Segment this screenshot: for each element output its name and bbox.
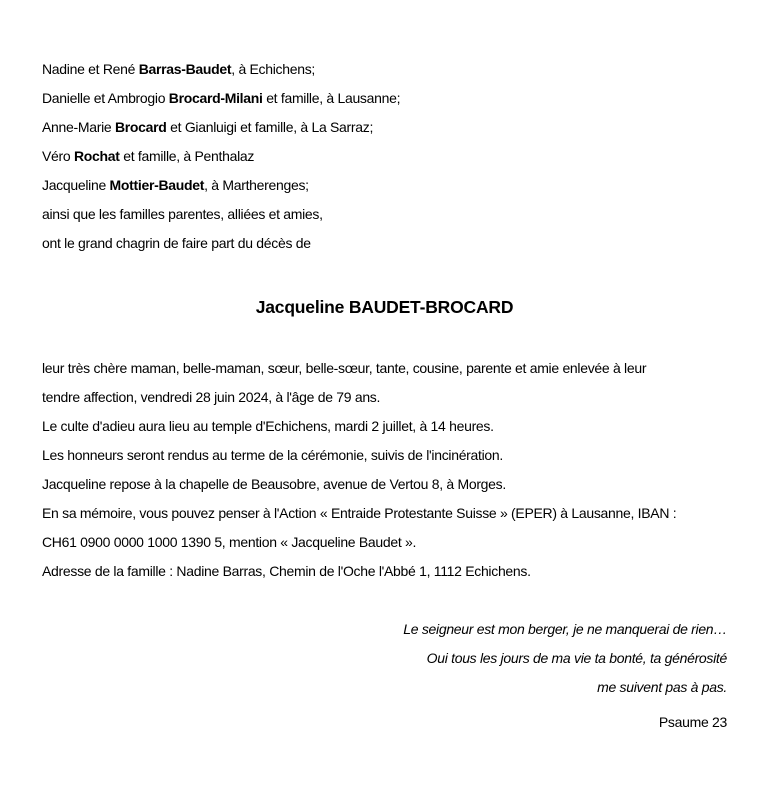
- family-surname-bold: Barras-Baudet: [138, 61, 232, 77]
- text-segment: ainsi que les familles parentes, alliées et amies,: [42, 206, 323, 222]
- text-segment: , à Martherenges;: [204, 177, 309, 193]
- body-line: tendre affection, vendredi 28 juin 2024, à l'âge de 79 ans.: [42, 389, 381, 405]
- family-line: [42, 113, 727, 142]
- family-surname-bold: Mottier-Baudet: [109, 177, 205, 193]
- family-line: [42, 171, 727, 200]
- family-line: [42, 84, 727, 113]
- family-line: [42, 229, 727, 258]
- text-segment: et famille, à Penthalaz: [119, 148, 255, 164]
- deceased-name-title: Jacqueline BAUDET-BROCARD: [255, 297, 514, 317]
- family-surname-bold: Brocard: [114, 119, 167, 135]
- body-line: Jacqueline repose à la chapelle de Beausobre, avenue de Vertou 8, à Morges.: [42, 476, 506, 492]
- family-line: [42, 142, 727, 171]
- text-segment: Danielle et Ambrogio: [42, 90, 169, 106]
- text-segment: ont le grand chagrin de faire part du décès de: [42, 235, 311, 251]
- family-surname-bold: Brocard-Milani: [168, 90, 263, 106]
- text-segment: Jacqueline: [42, 177, 110, 193]
- body-line: Adresse de la famille : Nadine Barras, Chemin de l'Oche l'Abbé 1, 1112 Echichens.: [42, 563, 531, 579]
- family-announcement-list: [42, 55, 727, 258]
- body-line: Les honneurs seront rendus au terme de la cérémonie, suivis de l'incinération.: [42, 447, 503, 463]
- body-line: leur très chère maman, belle-maman, sœur, belle-sœur, tante, cousine, parente et amie enlevée à leur: [42, 360, 647, 376]
- text-segment: et Gianluigi et famille, à La Sarraz;: [166, 119, 374, 135]
- body-line: Le culte d'adieu aura lieu au temple d'Echichens, mardi 2 juillet, à 14 heures.: [42, 418, 494, 434]
- scripture-quote: [42, 615, 727, 702]
- quote-line: Le seigneur est mon berger, je ne manquerai de rien…: [403, 621, 727, 637]
- text-segment: Nadine et René: [42, 61, 139, 77]
- text-segment: et famille, à Lausanne;: [262, 90, 401, 106]
- quote-line: me suivent pas à pas.: [597, 679, 727, 695]
- text-segment: Anne-Marie: [42, 119, 115, 135]
- body-line: En sa mémoire, vous pouvez penser à l'Action « Entraide Protestante Suisse » (EPER) à Lausanne, IBAN :: [42, 505, 677, 521]
- family-surname-bold: Rochat: [73, 148, 120, 164]
- family-line: [42, 200, 727, 229]
- quote-line: Oui tous les jours de ma vie ta bonté, ta générosité: [426, 650, 727, 666]
- text-segment: , à Echichens;: [231, 61, 316, 77]
- announcement-body: [42, 354, 727, 586]
- body-line: CH61 0900 0000 1000 1390 5, mention « Jacqueline Baudet ».: [42, 534, 417, 550]
- text-segment: Véro: [42, 148, 74, 164]
- family-line: [42, 55, 727, 84]
- quote-attribution: Psaume 23: [658, 714, 727, 730]
